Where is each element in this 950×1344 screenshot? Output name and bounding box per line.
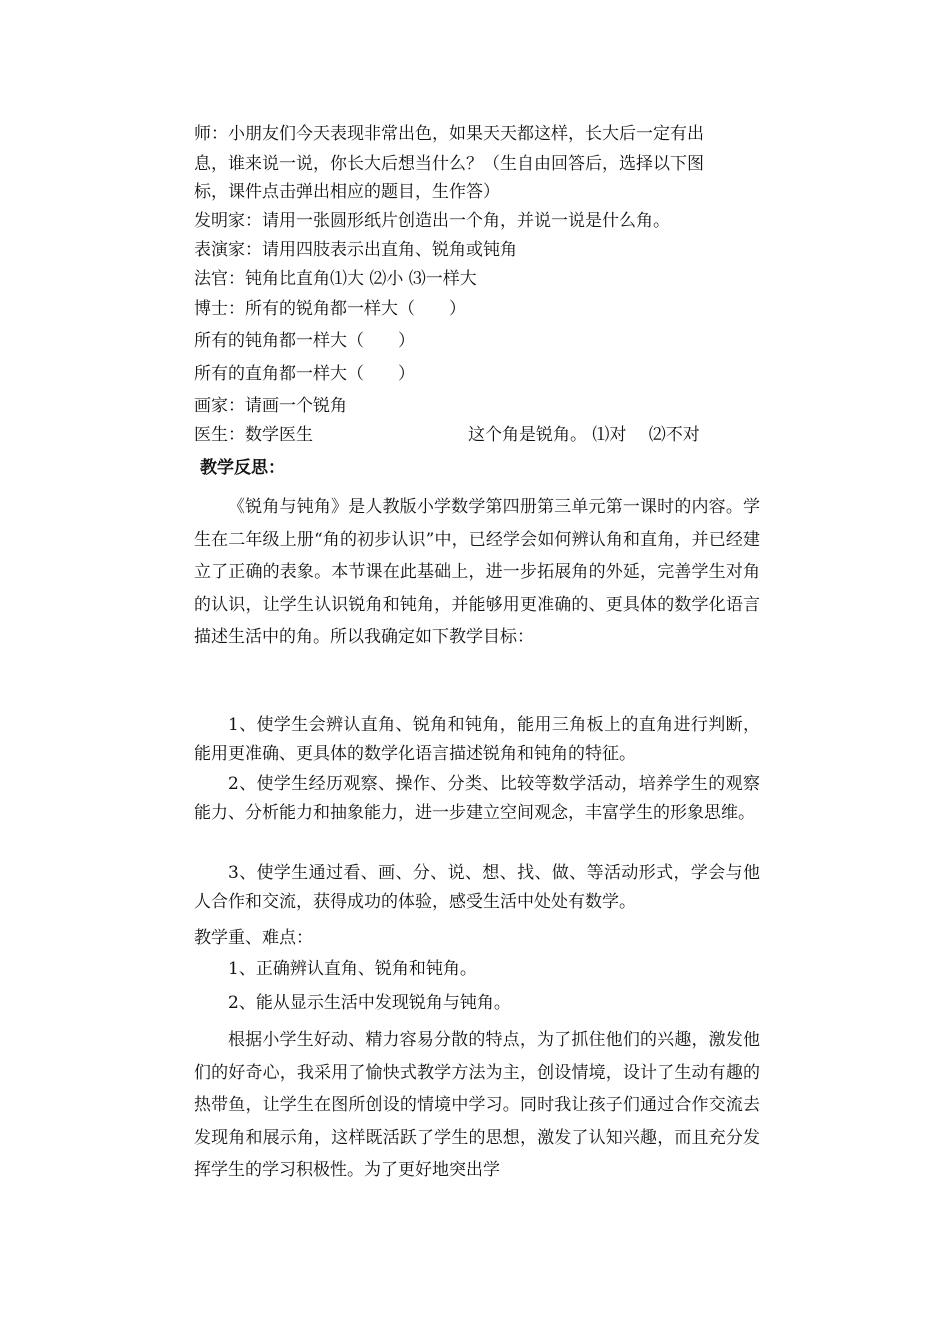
goal-2-paragraph: 2、使学生经历观察、操作、分类、比较等数学活动，培养学生的观察能力、分析能力和抽象能力，进一步建立空间观念，丰富学生的形象思维。 [194,774,760,823]
judge-line: 法官：钝角比直角⑴大 ⑵小 ⑶一样大 [194,269,477,289]
key-points-title: 教学重、难点： [194,928,313,948]
goal-3-paragraph: 3、使学生通过看、画、分、说、想、找、做、等活动形式，学会与他人合作和交流，获得成功的体验，感受生活中处处有数学。 [194,863,760,912]
key-point-1: 1、正确辨认直角、锐角和钝角。 [228,959,477,979]
right-angle-question-line: 所有的直角都一样大（ ） [194,364,415,384]
obtuse-question-line: 所有的钝角都一样大（ ） [194,331,415,351]
closing-paragraph: 根据小学生好动、精力容易分散的特点，为了抓住他们的兴趣，激发他们的好奇心，我采用了愉快式教学方法为主，创设情境，设计了生动有趣的热带鱼，让学生在图所创设的情境中学习。同时我让孩子们通过合作交流去发现角和展示角，这样既活跃了学生的思想，激发了认知兴趣，而且充分发挥学生的学习积极性。为了更好地突出学 [194,1030,760,1180]
doctor-scholar-line: 博士：所有的锐角都一样大（ ） [194,299,466,319]
performer-line: 表演家：请用四肢表示出直角、锐角或钝角 [194,240,517,260]
teacher-line-1: 师：小朋友们今天表现非常出色，如果天天都这样，长大后一定有出 [194,124,704,144]
inventor-line: 发明家：请用一张圆形纸片创造出一个角，并说一说是什么角。 [194,211,670,231]
reflection-intro-paragraph: 《锐角与钝角》是人教版小学数学第四册第三单元第一课时的内容。学生在二年级上册“角的初步认识”中，已经学会如何辨认角和直角，并已经建立了正确的表象。本节课在此基础上，进一步拓展角的外延，完善学生对角的认识，让学生认识锐角和钝角，并能够用更准确的、更具体的数学化语言描述生活中的角。所以我确定如下教学目标： [194,497,760,647]
goal-1-paragraph: 1、使学生会辨认直角、锐角和钝角，能用三角板上的直角进行判断，能用更准确、更具体的数学化语言描述锐角和钝角的特征。 [194,715,760,764]
reflection-heading: 教学反思： [200,458,285,478]
key-point-2: 2、能从显示生活中发现锐角与钝角。 [228,993,511,1013]
painter-line: 画家：请画一个锐角 [194,396,347,416]
doctor-line-right: 这个角是锐角。 ⑴对 ⑵不对 [468,425,700,445]
teacher-line-2: 息，谁来说一说，你长大后想当什么？（生自由回答后，选择以下图 [194,154,704,174]
teacher-line-3: 标，课件点击弹出相应的题目，生作答） [194,182,500,202]
doctor-line-left: 医生：数学医生 [194,425,313,445]
